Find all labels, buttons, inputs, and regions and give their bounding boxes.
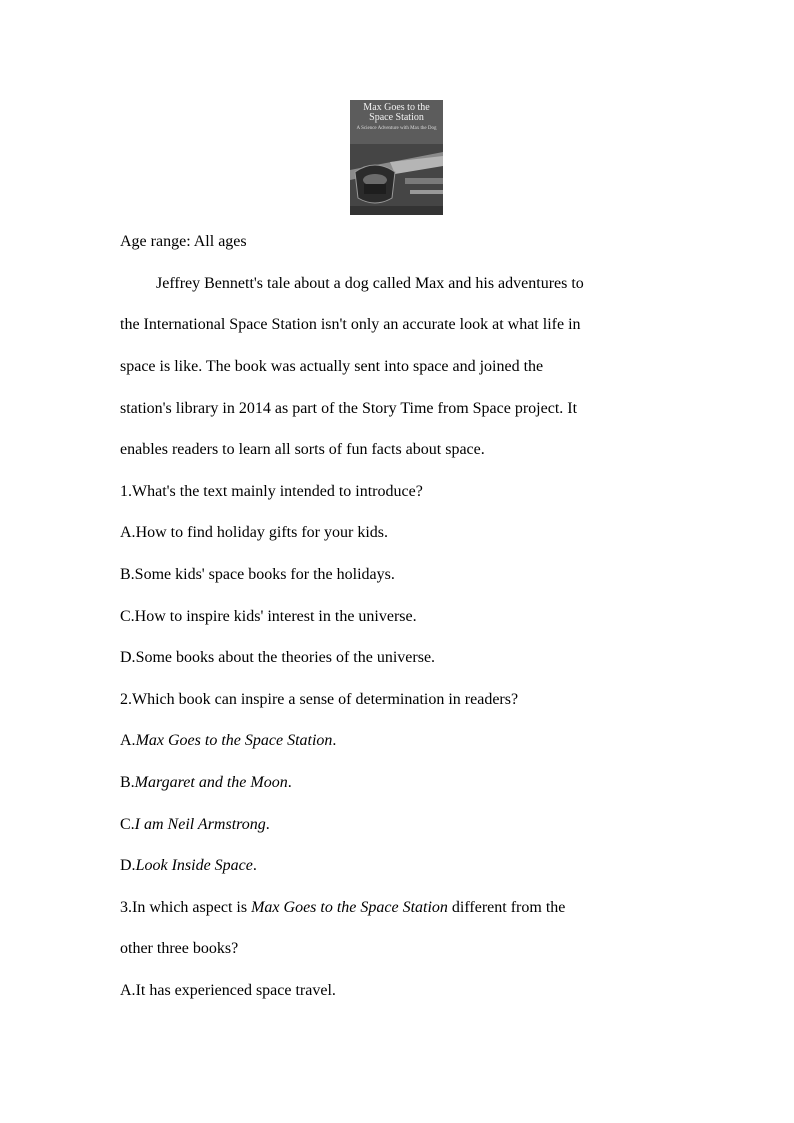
question-1-option-a	[120, 523, 388, 543]
question-2-option-b	[120, 773, 292, 793]
passage-line-5: enables readers to learn all sorts of fun facts about space.	[120, 441, 485, 458]
question-1-option-d	[120, 648, 435, 668]
passage-line-3: space is like. The book was actually sent into space and joined the	[120, 358, 544, 375]
question-3-option-a	[120, 981, 336, 1001]
book-cover-title	[350, 103, 443, 123]
stem-book-title: Max Goes to the Space Station	[251, 899, 448, 916]
question-1-stem: 1.What's the text mainly intended to introduce?	[120, 483, 423, 500]
question-3-stem-continued: other three books?	[120, 940, 239, 957]
option-book-title: Margaret and the Moon	[134, 774, 288, 791]
option-label: A.	[120, 982, 136, 999]
question-2-option-d	[120, 856, 257, 876]
option-end: .	[287, 774, 292, 791]
option-label: A.	[120, 732, 136, 749]
option-book-title: I am Neil Armstrong	[134, 816, 266, 833]
option-text: Some books about the theories of the universe.	[135, 649, 436, 666]
option-book-title: Max Goes to the Space Station	[135, 732, 333, 749]
question-1-option-c	[120, 607, 417, 627]
option-text: Some kids' space books for the holidays.	[134, 566, 395, 583]
option-end: .	[252, 857, 257, 874]
option-end: .	[265, 816, 270, 833]
stem-text: different from the	[447, 899, 566, 916]
option-text: How to find holiday gifts for your kids.	[135, 524, 388, 541]
option-book-title: Look Inside Space	[135, 857, 253, 874]
option-text: How to inspire kids' interest in the universe.	[134, 608, 417, 625]
book-cover-subtitle: A Science Adventure with Max the Dog	[356, 126, 437, 131]
option-label: B.	[120, 774, 135, 791]
question-2-option-a	[120, 731, 336, 751]
question-1-option-b	[120, 565, 395, 585]
book-cover-image	[350, 100, 443, 215]
book-cover-title-line1: Max Goes to the	[363, 102, 430, 113]
option-label: D.	[120, 857, 136, 874]
option-label: B.	[120, 566, 135, 583]
question-2-option-c	[120, 815, 270, 835]
passage-line-1: Jeffrey Bennett's tale about a dog called Max and his adventures to	[156, 275, 584, 292]
question-3-stem	[120, 898, 565, 918]
passage-line-4: station's library in 2014 as part of the Story Time from Space project. It	[120, 400, 578, 417]
option-label: D.	[120, 649, 136, 666]
option-end: .	[332, 732, 337, 749]
book-cover-title-line2: Space Station	[369, 112, 424, 123]
question-2-stem: 2.Which book can inspire a sense of determination in readers?	[120, 691, 519, 708]
passage-line-2: the International Space Station isn't only an accurate look at what life in	[120, 316, 581, 333]
option-label: A.	[120, 524, 136, 541]
option-label: C.	[120, 816, 135, 833]
stem-text: 3.In which aspect is	[120, 899, 252, 916]
option-label: C.	[120, 608, 135, 625]
age-range: Age range: All ages	[120, 233, 247, 250]
option-text: It has experienced space travel.	[135, 982, 336, 999]
